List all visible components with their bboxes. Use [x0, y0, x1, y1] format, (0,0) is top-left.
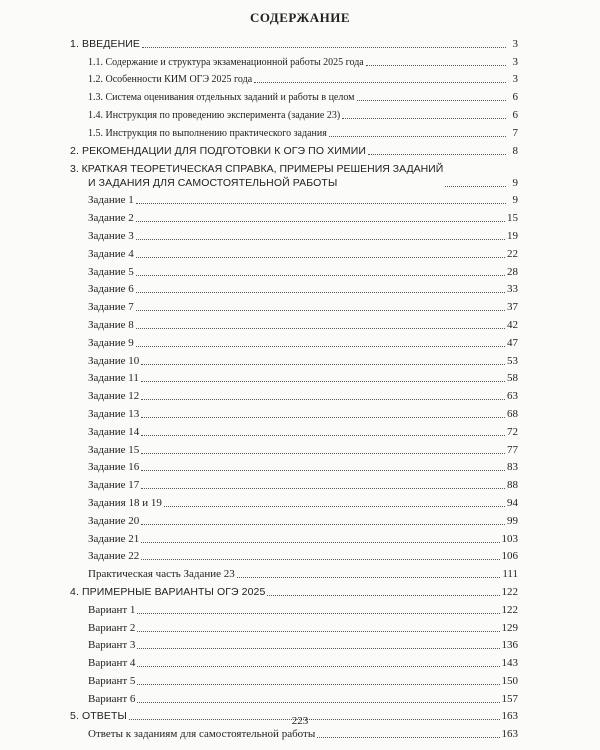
- toc-entry-label: Вариант 6: [88, 692, 136, 705]
- section-4-items: [70, 599, 518, 706]
- toc-entry-label: Задание 5: [88, 265, 134, 278]
- toc-item[interactable]: [70, 225, 518, 243]
- leader-dots: [141, 381, 505, 382]
- toc-entry-label: Вариант 2: [88, 621, 136, 634]
- toc-entry-label: Вариант 1: [88, 603, 136, 616]
- toc-item[interactable]: [70, 261, 518, 279]
- toc-item[interactable]: [70, 403, 518, 421]
- toc-entry-page: 157: [501, 692, 518, 705]
- toc-entry-page: 22: [507, 247, 518, 260]
- leader-dots: [141, 524, 505, 525]
- toc-item[interactable]: [70, 69, 518, 87]
- toc-entry-label: Задание 9: [88, 336, 134, 349]
- toc-section-1[interactable]: [70, 33, 518, 51]
- toc-item[interactable]: [70, 243, 518, 261]
- leader-dots: [137, 631, 499, 632]
- toc-entry-label: Вариант 3: [88, 639, 136, 652]
- toc-entry-label: [70, 162, 445, 190]
- toc-entry-page: 103: [501, 532, 518, 545]
- toc-entry-label: Задание 7: [88, 301, 134, 314]
- toc-entry-page: 94: [507, 496, 518, 509]
- toc-entry-label: Задание 20: [88, 514, 140, 527]
- toc-section-3[interactable]: [70, 158, 518, 190]
- leader-dots: [137, 648, 499, 649]
- toc-entry-label: 2. РЕКОМЕНДАЦИИ ДЛЯ ПОДГОТОВКИ К ОГЭ ПО ХИМИИ: [70, 144, 366, 157]
- toc-entry-label: Вариант 4: [88, 657, 136, 670]
- toc-entry-page: 7: [512, 126, 518, 139]
- toc-entry-label: 1.3. Система оценивания отдельных заданий и работы в целом: [88, 92, 355, 104]
- toc-item[interactable]: [70, 599, 518, 617]
- toc-entry-page: 99: [507, 514, 518, 527]
- toc-entry-page: 163: [501, 728, 518, 741]
- toc-item[interactable]: [70, 688, 518, 706]
- leader-dots: [267, 595, 499, 596]
- toc-entry-page: 122: [501, 603, 518, 616]
- toc-entry-label: Задание 21: [88, 532, 140, 545]
- toc-entry-label: 5. ОТВЕТЫ: [70, 710, 127, 723]
- toc-item[interactable]: [70, 652, 518, 670]
- toc-entry-label: Задание 22: [88, 550, 140, 563]
- toc-entry-page: 47: [507, 336, 518, 349]
- toc-entry-page: 15: [507, 212, 518, 225]
- leader-dots: [136, 310, 505, 311]
- toc-entry-label: Задание 2: [88, 212, 134, 225]
- leader-dots: [368, 154, 506, 155]
- leader-dots: [164, 506, 505, 507]
- toc-entry-page: 6: [512, 91, 518, 104]
- toc-item[interactable]: [70, 563, 518, 581]
- toc-entry-label: Задание 3: [88, 229, 134, 242]
- toc-entry-page: 143: [501, 657, 518, 670]
- toc-section-4[interactable]: [70, 581, 518, 599]
- toc-entry-page: 3: [512, 55, 518, 68]
- toc-item[interactable]: [70, 439, 518, 457]
- leader-dots: [137, 666, 499, 667]
- leader-dots: [254, 82, 506, 83]
- toc-entry-label: 1.1. Содержание и структура экзаменационной работы 2025 года: [88, 56, 364, 68]
- toc-item[interactable]: [70, 122, 518, 140]
- leader-dots: [342, 118, 506, 119]
- toc-entry-label: Задание 13: [88, 407, 140, 420]
- leader-dots: [141, 399, 505, 400]
- toc-item[interactable]: [70, 670, 518, 688]
- leader-dots: [137, 702, 499, 703]
- toc-item[interactable]: [70, 492, 518, 510]
- toc-entry-page: 28: [507, 265, 518, 278]
- leader-dots: [141, 453, 505, 454]
- toc-entry-page: 68: [507, 407, 518, 420]
- toc-entry-label: Задание 16: [88, 461, 140, 474]
- toc-item[interactable]: [70, 86, 518, 104]
- toc-item[interactable]: [70, 474, 518, 492]
- toc-entry-page: 63: [507, 390, 518, 403]
- toc-entry-label: Задание 15: [88, 443, 140, 456]
- toc-entry-label: 1. ВВЕДЕНИЕ: [70, 37, 141, 50]
- toc-entry-label: Ответы к заданиям для самостоятельной работы: [88, 728, 316, 741]
- toc-entry-page: 53: [507, 354, 518, 367]
- toc-item[interactable]: [70, 617, 518, 635]
- toc-item[interactable]: [70, 279, 518, 297]
- leader-dots: [136, 239, 505, 240]
- toc-item[interactable]: [70, 635, 518, 653]
- toc-entry-label: Задание 10: [88, 354, 140, 367]
- toc-item[interactable]: [70, 385, 518, 403]
- toc-item[interactable]: [70, 296, 518, 314]
- leader-dots: [141, 488, 505, 489]
- leader-dots: [136, 275, 505, 276]
- toc-entry-page: 150: [501, 674, 518, 687]
- toc-entry-label: Задания 18 и 19: [88, 496, 162, 509]
- toc-item[interactable]: [70, 528, 518, 546]
- toc-entry-label: 1.5. Инструкция по выполнению практического задания: [88, 127, 327, 139]
- toc-entry-label: 1.4. Инструкция по проведению эксперимента (задание 23): [88, 109, 341, 121]
- toc-entry-label: Задание 11: [88, 372, 139, 385]
- toc-item[interactable]: [70, 510, 518, 528]
- leader-dots: [445, 186, 506, 187]
- section-3-items: [70, 190, 518, 582]
- toc-entry-label: Задание 17: [88, 479, 140, 492]
- toc-item[interactable]: [70, 207, 518, 225]
- toc-entry-page: 33: [507, 283, 518, 296]
- leader-dots: [141, 435, 505, 436]
- toc-entry-label: Задание 6: [88, 283, 134, 296]
- toc-entry-label: 1.2. Особенности КИМ ОГЭ 2025 года: [88, 74, 253, 86]
- leader-dots: [141, 542, 499, 543]
- toc-entry-page: 3: [512, 37, 518, 50]
- toc-item[interactable]: [70, 104, 518, 122]
- toc-entry-page: 88: [507, 479, 518, 492]
- toc-entry-page: 163: [501, 710, 518, 723]
- toc-item[interactable]: [70, 457, 518, 475]
- toc-entry-page: 9: [512, 194, 518, 207]
- toc-item[interactable]: [70, 314, 518, 332]
- leader-dots: [329, 136, 506, 137]
- leader-dots: [357, 100, 507, 101]
- toc-entry-label-line2: И ЗАДАНИЯ ДЛЯ САМОСТОЯТЕЛЬНОЙ РАБОТЫ: [88, 176, 338, 189]
- toc-item[interactable]: [70, 350, 518, 368]
- toc-entry-page: 136: [501, 639, 518, 652]
- toc-entry-label: Задание 1: [88, 194, 134, 207]
- toc-entry-page: 8: [512, 144, 518, 157]
- toc-entry-page: 72: [507, 425, 518, 438]
- toc-item[interactable]: [70, 368, 518, 386]
- leader-dots: [141, 559, 499, 560]
- toc-entry-page: 77: [507, 443, 518, 456]
- toc-entry-page: 122: [501, 585, 518, 598]
- toc-entry-label: Задание 4: [88, 247, 134, 260]
- leader-dots: [136, 328, 505, 329]
- leader-dots: [141, 417, 505, 418]
- leader-dots: [237, 577, 501, 578]
- leader-dots: [141, 470, 505, 471]
- leader-dots: [137, 684, 499, 685]
- leader-dots: [136, 203, 506, 204]
- toc-entry-label: Вариант 5: [88, 674, 136, 687]
- toc-entry-label: Задание 12: [88, 390, 140, 403]
- toc-entry-page: 3: [512, 73, 518, 86]
- toc-entry-page: 19: [507, 229, 518, 242]
- leader-dots: [136, 221, 505, 222]
- toc-entry-page: 6: [512, 108, 518, 121]
- leader-dots: [142, 47, 506, 48]
- leader-dots: [317, 737, 499, 738]
- toc-entry-label: Практическая часть Задание 23: [88, 568, 235, 581]
- leader-dots: [136, 346, 505, 347]
- toc-entry-page: 42: [507, 318, 518, 331]
- leader-dots: [137, 613, 499, 614]
- toc-item[interactable]: [70, 190, 518, 208]
- toc-section-2[interactable]: [70, 140, 518, 158]
- toc-entry-page: 129: [501, 621, 518, 634]
- toc-entry-label: 4. ПРИМЕРНЫЕ ВАРИАНТЫ ОГЭ 2025: [70, 585, 266, 598]
- toc-entry-label: Задание 14: [88, 425, 140, 438]
- toc-item[interactable]: [70, 51, 518, 69]
- toc-entry-label: Задание 8: [88, 318, 134, 331]
- toc-entry-page: 106: [501, 550, 518, 563]
- toc-entry-page: 83: [507, 461, 518, 474]
- table-of-contents: [70, 33, 518, 741]
- toc-entry-page: 37: [507, 301, 518, 314]
- page-number: 223: [291, 715, 309, 727]
- toc-item[interactable]: [70, 546, 518, 564]
- toc-entry-page: 58: [507, 372, 518, 385]
- leader-dots: [136, 257, 505, 258]
- toc-item[interactable]: [70, 421, 518, 439]
- page-title: СОДЕРЖАНИЕ: [249, 10, 351, 25]
- leader-dots: [366, 65, 506, 66]
- toc-item[interactable]: [70, 332, 518, 350]
- toc-entry-page: 111: [502, 568, 518, 581]
- toc-entry-page: 9: [512, 176, 518, 189]
- leader-dots: [136, 292, 505, 293]
- toc-entry-label-line1: 3. КРАТКАЯ ТЕОРЕТИЧЕСКАЯ СПРАВКА, ПРИМЕРЫ РЕШЕНИЯ ЗАДАНИЙ: [70, 162, 444, 175]
- leader-dots: [141, 364, 505, 365]
